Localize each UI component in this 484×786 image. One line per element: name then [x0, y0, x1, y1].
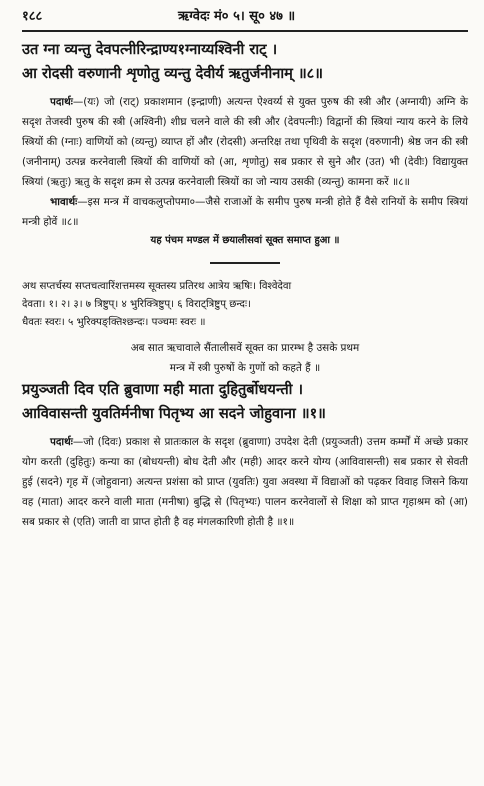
sukta-closing: यह पंचम मण्डल में छयालीसवां सूक्त समाप्त हुआ ॥	[150, 235, 340, 246]
sukta-hindi-intro-2: मन्त्र में स्त्री पुरुषों के गुणों को कहते हैं ॥	[169, 362, 321, 374]
sukta-intro-line-3: धैवतः स्वरः। ५ भुरिक्पङ्क्तिश्छन्दः। पञ्चमः स्वरः ॥	[22, 317, 206, 328]
running-title: ऋग्वेदः मं० ५। सू० ४७ ॥	[178, 9, 296, 24]
verse-1-line-1: प्रयुञ्जती दिव एति ब्रुवाणा मही माता दुहितुर्बोधयन्ती ।	[22, 381, 304, 398]
padartha-text: —(यः) जो (राट्) प्रकाशमान (इन्द्राणी) अत्यन्त ऐश्वर्य्य से युक्त पुरुष की स्त्री और (अग्नायी) अग्नि के सदृश तेजस्वी पुरुष की स्त्री (अश्विनी) शीघ्र चलने वाले की स्त्री और (देवपत्नीः) विद्वानों की स्त्रियां न्याय करने के लिये स्त्रियों की (ग्नाः) वाणियों को (व्यन्तु) व्याप्त हों और (रोदसी) अन्तरिक्ष तथा पृथिवी के सदृश (वरुणानी) श्रेष्ठ जन की स्त्री (जनीनाम्) उत्पन्न करनेवाली स्त्रियों की वाणियों को (आ, शृणोतु) सब प्रकार से सुने और (उत) भी (देवीः) विद्यायुक्त स्त्रियां (ऋतुः) ऋतु के सदृश क्रम से उत्पन्न करनेवाली स्त्रियों का जो न्याय उसकी (व्यन्तु) कामना करें ॥८॥	[22, 96, 468, 188]
bhavartha-text: —इस मन्त्र में वाचकलुप्तोपमा०—जैसे राजाओं के समीप पुरुष मन्त्री होते हैं वैसे रानियों के समीप स्त्रियां मन्त्री होवें ॥८॥	[22, 196, 468, 228]
commentary-8-padartha	[22, 92, 468, 192]
header-rule	[22, 30, 468, 32]
page-header	[22, 0, 468, 30]
commentary-1-padartha	[22, 432, 468, 532]
verse-1-line-2: आविवासन्ती युवतिर्मनीषा पितृभ्य आ सदने जोहुवाना ॥१॥	[22, 405, 326, 422]
section-divider	[210, 262, 280, 264]
sukta-hindi-intro-1: अब सात ऋचावाले सैंतालीसवें सूक्त का प्रारम्भ है उसके प्रथम	[130, 342, 360, 354]
bhavartha-label: भावार्थः	[50, 196, 78, 208]
page-number: १८८	[22, 9, 43, 24]
padartha-label: पदार्थः	[50, 96, 73, 108]
sukta-intro-line-2: देवता। १। २। ३। ७ त्रिष्टुप्। ४ भुरिक्त्रिष्टुप्। ६ विराट्त्रिष्टुप् छन्दः।	[22, 299, 251, 310]
padartha-text: —जो (दिवः) प्रकाश से प्रातःकाल के सदृश (ब्रुवाणा) उपदेश देती (प्रयुञ्जती) उत्तम कर्म्मों में अच्छे प्रकार योग करती (दुहितुः) कन्या का (बोधयन्ती) बोध देती और (मही) आदर करने योग्य (आविवासन्ती) सब प्रकार से सेवती हुई (सदने) गृह में (जोहुवाना) अत्यन्त प्रशंसा को प्राप्त (युवतिः) युवा अवस्था में विद्याओं को पढ़कर विवाह जिसने किया वह (माता) आदर करने वाली माता (मनीषा) बुद्धि से (पितृभ्यः) पालन करनेवालों से शिक्षा को प्राप्त गृहाश्रम को (आ) सब प्रकार से (एति) जाती वा प्राप्त होती है वह मंगलकारिणी होती है ॥१॥	[22, 436, 468, 528]
commentary-8-bhavartha	[22, 192, 468, 232]
verse-8-line-2: आ रोदसी वरुणानी शृणोतु व्यन्तु देवीर्य ऋतुर्जनीनाम् ॥८॥	[22, 65, 324, 82]
verse-8-line-1: उत ग्ना व्यन्तु देवपत्नीरिन्द्राण्य१ग्नाय्यश्विनी राट् ।	[22, 41, 278, 58]
sukta-intro-line-1: अथ सप्तर्चस्य सप्तचत्वारिंशत्तमस्य सूक्तस्य प्रतिरथ आत्रेय ऋषिः। विश्वेदेवा	[22, 281, 292, 292]
padartha-label: पदार्थः	[50, 436, 73, 448]
